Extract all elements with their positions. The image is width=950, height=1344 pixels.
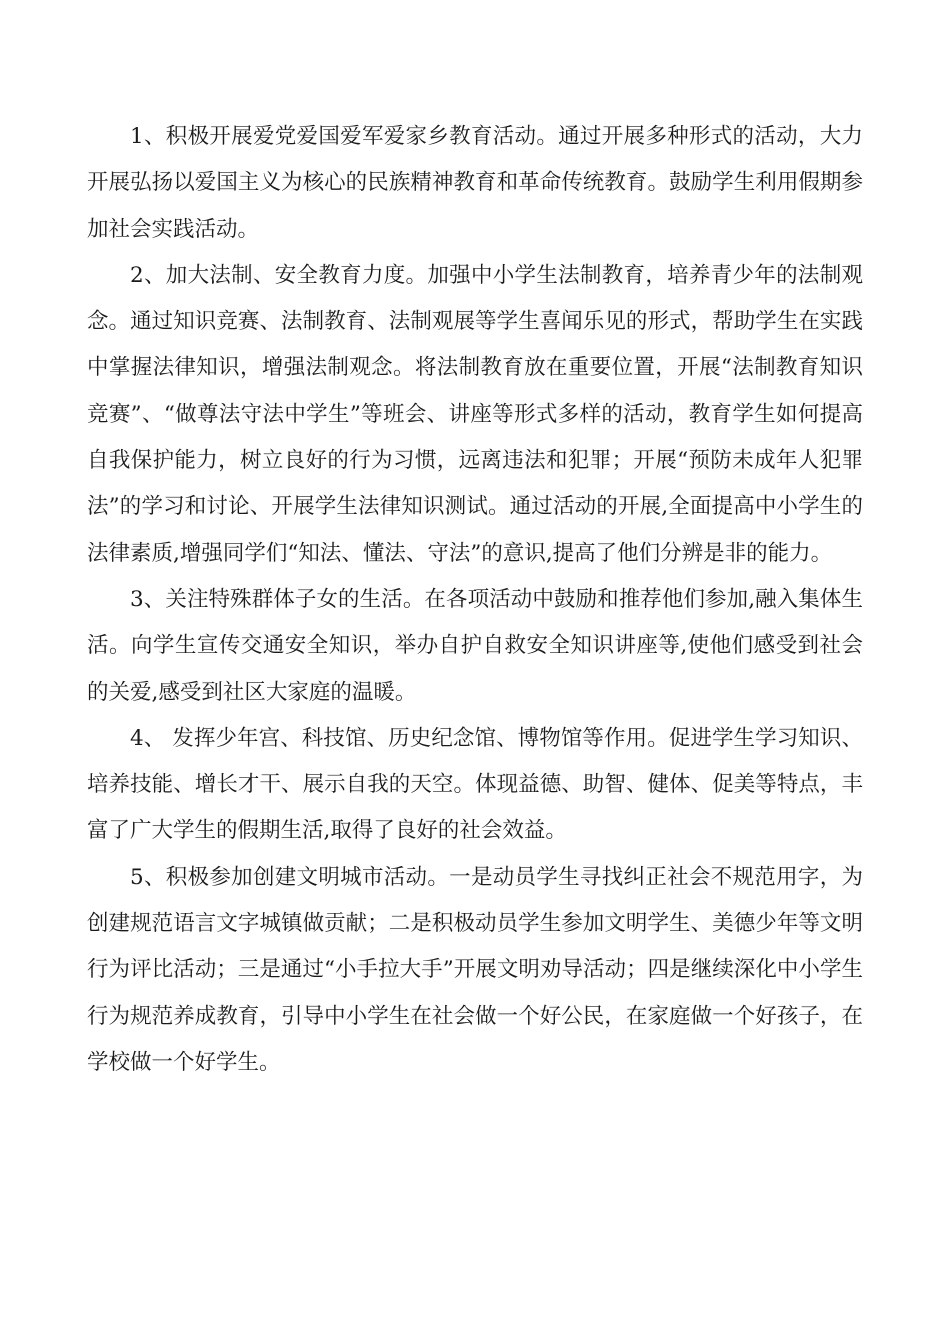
document-body <box>87 114 863 1086</box>
paragraph-1: 1、积极开展爱党爱国爱军爱家乡教育活动。通过开展多种形式的活动，大力开展弘扬以爱国主义为核心的民族精神教育和革命传统教育。鼓励学生利用假期参加社会实践活动。 <box>87 124 863 242</box>
paragraph-2: 2、加大法制、安全教育力度。加强中小学生法制教育，培养青少年的法制观念。通过知识竞赛、法制教育、法制观展等学生喜闻乐见的形式，帮助学生在实践中掌握法律知识，增强法制观念。将法制教育放在重要位置，开展“法制教育知识竞赛”、“做尊法守法中学生”等班会、讲座等形式多样的活动，教育学生如何提高自我保护能力，树立良好的行为习惯，远离违法和犯罪；开展“预防未成年人犯罪法”的学习和讨论、开展学生法律知识测试。通过活动的开展,全面提高中小学生的法律素质,增强同学们“知法、懂法、守法”的意识,提高了他们分辨是非的能力。 <box>87 262 863 566</box>
paragraph-4: 4、 发挥少年宫、科技馆、历史纪念馆、博物馆等作用。促进学生学习知识、培养技能、增长才干、展示自我的天空。体现益德、助智、健体、促美等特点，丰富了广大学生的假期生活,取得了良好的社会效益。 <box>87 725 863 844</box>
paragraph-5: 5、积极参加创建文明城市活动。一是动员学生寻找纠正社会不规范用字，为创建规范语言文字城镇做贡献；二是积极动员学生参加文明学生、美德少年等文明行为评比活动；三是通过“小手拉大手”开展文明劝导活动；四是继续深化中小学生行为规范养成教育，引导中小学生在社会做一个好公民，在家庭做一个好孩子，在学校做一个好学生。 <box>87 864 863 1075</box>
paragraph-3: 3、关注特殊群体子女的生活。在各项活动中鼓励和推荐他们参加,融入集体生活。向学生宣传交通安全知识，举办自护自救安全知识讲座等,使他们感受到社会的关爱,感受到社区大家庭的温暖。 <box>87 586 863 705</box>
